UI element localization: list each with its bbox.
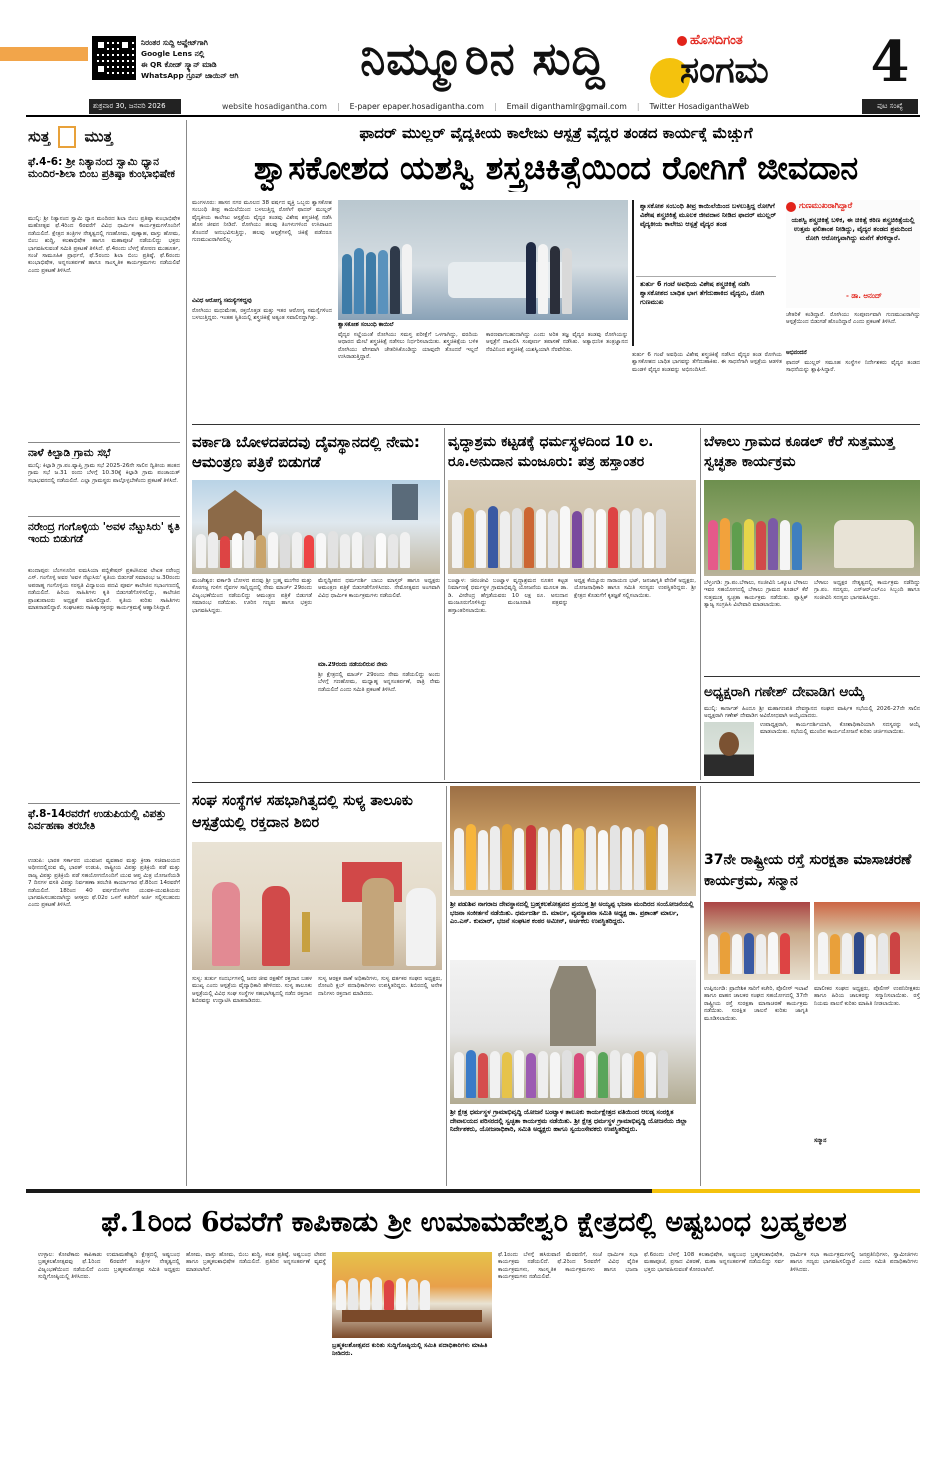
road-photo-1 bbox=[704, 902, 810, 980]
ganesh-body2: ಉಪಾಧ್ಯಕ್ಷರಾಗಿ, ಕಾರ್ಯದರ್ಶಿಯಾಗಿ, ಕೋಶಾಧಿಕಾರಿಯಾಗಿ ಸದಸ್ಯರನ್ನು ಆಯ್ಕೆ ಮಾಡಲಾಯಿತು. ಸಭೆಯಲ್ಲಿ ಮುಂದಿನ ಕಾರ್ಯಯೋಜನೆ ಕುರಿತು ಚರ್ಚಿಸಲಾಯಿತು. bbox=[760, 722, 920, 736]
s3-headline: ನರೇಂದ್ರ ಗಂಗೊಳ್ಳಿಯ 'ಅವಳ ನೆಟ್ಟುಸಿರು' ಕೃತಿ ಇಂದು ಬಿಡುಗಡೆ bbox=[28, 521, 180, 546]
ganesh-body1: ಮುಲ್ಕಿ: ಕಾರ್ನಾಡ್ ಹಿಂದೂ ಶ್ರೀ ಮಹಾಗಣಪತಿ ದೇವಸ್ಥಾನದ ಸಂಘದ ವಾರ್ಷಿಕ ಸಭೆಯಲ್ಲಿ 2026-27ನೇ ಸಾಲಿನ ಅಧ್ಯಕ್ಷರಾಗಿ ಗಣೇಶ್ ದೇವಾಡಿಗ ಅವಿರೋಧವಾಗಿ ಆಯ್ಕೆಯಾದರು. bbox=[704, 706, 920, 720]
twitter-link[interactable]: Twitter HosadiganthaWeb bbox=[649, 102, 750, 111]
lead-box-point: ತುರ್ತು 6 ಗಂಟೆ ಅವಧಿಯ ವಿಶೇಷ ಶಸ್ತ್ರಚಿಕಿತ್ಸೆ ನಡೆಸಿ ಶ್ವಾಸಕೋಶದ ಬಾಧಿತ ಭಾಗ ತೆಗೆದುಹಾಕಿದ ವೈದ್ಯರು, ರೋಗಿ ಗುಣಮುಖ bbox=[640, 280, 765, 306]
water-tank bbox=[392, 484, 418, 520]
face-icon bbox=[719, 732, 739, 756]
bottom-body1: ಉಳ್ಳಾಲ: ಕೋಟೆಕಾರು ಕಾಪಿಕಾಡು ಉಮಾಮಹೇಶ್ವರಿ ಕ್ಷೇತ್ರದಲ್ಲಿ ಅಷ್ಟಬಂಧ ಬ್ರಹ್ಮಕಲಶೋತ್ಸವವು ಫೆ.1ರಿಂದ 6ರವರೆಗೆ ತಂತ್ರಿಗಳ ನೇತೃತ್ವದಲ್ಲಿ ವಿಜೃಂಭಣೆಯಿಂದ ನಡೆಯಲಿದೆ ಎಂದು ಬ್ರಹ್ಮಕಲಶೋತ್ಸವ ಸಮಿತಿ ಅಧ್ಯಕ್ಷರು ಸುದ್ದಿಗೋಷ್ಠಿಯಲ್ಲಿ ತಿಳಿಸಿದರು. bbox=[38, 1252, 180, 1281]
varkadi-subhead: ಮಾ.29ರಂದು ನಡೆಯಲಿರುವ ನೇಮ bbox=[318, 662, 388, 668]
lead-headline: ಶ್ವಾಸಕೋಶದ ಯಶಸ್ವಿ ಶಸ್ತ್ರಚಿಕಿತ್ಸೆಯಿಂದ ರೋಗಿಗೆ ಜೀವದಾನ bbox=[253, 149, 859, 187]
belalu-headline: ಬೆಳಾಲು ಗ್ರಾಮದ ಕೂಡಲ್ ಕೆರೆ ಸುತ್ತಮುತ್ತ ಸ್ವಚ್ಛತಾ ಕಾರ್ಯಕ್ರಮ bbox=[704, 434, 895, 470]
road-headline: 37ನೇ ರಾಷ್ಟ್ರೀಯ ರಸ್ತೆ ಸುರಕ್ಷತಾ ಮಾಸಾಚರಣೆ ಕಾರ್ಯಕ್ರಮ, ಸನ್ಮಾನ bbox=[704, 852, 912, 889]
bottom-body5: ಧಾರ್ಮಿಕ ಸಭಾ ಕಾರ್ಯಕ್ರಮಗಳಲ್ಲಿ ಜನಪ್ರತಿನಿಧಿಗಳು, ಸ್ವಾಮೀಜಿಗಳು ಹಾಗೂ ಗಣ್ಯರು ಭಾಗವಹಿಸಲಿದ್ದಾರೆ ಎಂದು ಸಮಿತಿ ಪದಾಧಿಕಾರಿಗಳು ತಿಳಿಸಿದರು. bbox=[790, 1252, 918, 1273]
story-road-safety bbox=[704, 846, 920, 1186]
lead-photo-caption: ಶ್ವಾಸಕೋಶ ಸಂಬಂಧಿ ಕಾಯಿಲೆ bbox=[338, 322, 394, 328]
brand-logo-icon bbox=[677, 36, 687, 46]
s1-body: ಮುಲ್ಕಿ: ಶ್ರೀ ನಿತ್ಯಾನಂದ ಸ್ವಾಮಿ ಧ್ಯಾನ ಮಂದಿರದ ಶಿಲಾ ಬಿಂಬ ಪ್ರತಿಷ್ಠಾ ಕುಂಭಾಭಿಷೇಕ ಮಹೋತ್ಸವ ಫೆ.4ರಿಂದ 6ರವರೆಗೆ ವಿವಿಧ ಧಾರ್ಮಿಕ ಕಾರ್ಯಕ್ರಮಗಳೊಂದಿಗೆ ನಡೆಯಲಿದೆ. ಕ್ಷೇತ್ರದ ತಂತ್ರಿಗಳ ನೇತೃತ್ವದಲ್ಲಿ ಗಣಹೋಮ, ಪುಣ್ಯಾಹ, ವಾಸ್ತು ಹೋಮ, ಬಿಂಬ ಶುದ್ಧಿ, ಕಲಶಾಭಿಷೇಕ ಹಾಗೂ ಮಹಾಪೂಜೆ ನಡೆಯಲಿದ್ದು ಭಕ್ತರು ಭಾಗವಹಿಸುವಂತೆ ಸಮಿತಿ ಪ್ರಕಟಣೆ ತಿಳಿಸಿದೆ. ಫೆ.4ರಂದು ಬೆಳಗ್ಗೆ ತೋರಣ ಮುಹೂರ್ತ, ಸಂಜೆ ಸಾಮೂಹಿಕ ಪ್ರಾರ್ಥನೆ, ಫೆ.5ರಂದು ಶಿಲಾ ಬಿಂಬ ಪ್ರತಿಷ್ಠೆ, ಫೆ.6ರಂದು ಕುಂಭಾಭಿಷೇಕ, ಅನ್ನಸಂತರ್ಪಣೆ ಹಾಗೂ ಸಾಂಸ್ಕೃತಿಕ ಕಾರ್ಯಕ್ರಮಗಳು ನಡೆಯಲಿವೆ ಎಂದು ಪ್ರಕಟಣೆ ತಿಳಿಸಿದೆ. bbox=[28, 216, 180, 274]
lamp-icon bbox=[302, 912, 310, 952]
lead-kicker: ಫಾದರ್ ಮುಲ್ಲರ್ ವೈದ್ಯಕೀಯ ಕಾಲೇಜು ಆಸ್ಪತ್ರೆ ವೈದ್ಯರ ತಂಡದ ಕಾರ್ಯಕ್ಕೆ ಮೆಚ್ಚುಗೆ bbox=[359, 125, 753, 142]
bottom-caption: ಬ್ರಹ್ಮಕಲಶೋತ್ಸವದ ಕುರಿತು ಸುದ್ದಿಗೋಷ್ಠಿಯಲ್ಲಿ ಸಮಿತಿ ಪದಾಧಿಕಾರಿಗಳು ಮಾಹಿತಿ ನೀಡಿದರು. bbox=[332, 1342, 488, 1358]
vriddha-photo bbox=[448, 480, 696, 574]
temple-caption-2: ಶ್ರೀ ಕ್ಷೇತ್ರ ಧರ್ಮಸ್ಥಳ ಗ್ರಾಮಾಭಿವೃದ್ಧಿ ಯೋಜನೆ ಬಂಟ್ವಾಳ ತಾಲೂಕು ಕಾರ್ಯಕ್ಷೇತ್ರದ ವತಿಯಿಂದ ಆಲಡ್ಕ ಸಂರಕ್ಷಿತ ದೇವಾಲಯದ ಪರಿಸರದಲ್ಲಿ ಸ್ವಚ್ಛತಾ ಕಾರ್ಯಕ್ರಮ ನಡೆಯಿತು. ಶ್ರೀ ಕ್ಷೇತ್ರ ಧರ್ಮಸ್ಥಳ ಗ್ರಾಮಾಭಿವೃದ್ಧಿ ಯೋಜನೆಯ ಜಿಲ್ಲಾ ನಿರ್ದೇಶಕರು, ಯೋಜನಾಧಿಕಾರಿ, ಸಮಿತಿ ಅಧ್ಯಕ್ಷರು ಹಾಗೂ ಸ್ವಯಂಸೇವಕರು ಉಪಸ್ಥಿತರಿದ್ದರು. bbox=[450, 1108, 688, 1134]
lead-right-tail: ಚೇತರಿಕೆ ಕಂಡಿದ್ದಾರೆ. ರೋಗಿಯು ಸಂಪೂರ್ಣವಾಗಿ ಗುಣಮುಖರಾಗಿದ್ದು ಆಸ್ಪತ್ರೆಯಿಂದ ಬಿಡುಗಡೆ ಹೊಂದಿದ್ದಾರೆ ಎಂದು ಪ್ರಕಟಣೆ ತಿಳಿಸಿದೆ. bbox=[786, 312, 920, 326]
sullia-headline: ಸಂಘ ಸಂಸ್ಥೆಗಳ ಸಹಭಾಗಿತ್ವದಲ್ಲಿ ಸುಳ್ಯ ತಾಲೂಕು ಆಸ್ಪತ್ರೆಯಲ್ಲಿ ರಕ್ತದಾನ ಶಿಬಿರ bbox=[192, 793, 413, 831]
quote-tag: ಗುಣಮುಖರಾಗಿದ್ದಾರೆ bbox=[799, 201, 853, 210]
lead-box-point: ಶ್ವಾಸಕೋಶ ಸಂಬಂಧಿ ತೀವ್ರ ಕಾಯಿಲೆಯಿಂದ ಬಳಲುತ್ತಿದ್ದ ರೋಗಿಗೆ ವಿಶೇಷ ಶಸ್ತ್ರಚಿಕಿತ್ಸೆ ಮೂಲಕ ಜೀವದಾನ ನೀಡಿದ ಫಾದರ್ ಮುಲ್ಲರ್ ವೈದ್ಯಕೀಯ ಕಾಲೇಜು ಆಸ್ಪತ್ರೆ ವೈದ್ಯರ ತಂಡ bbox=[640, 202, 777, 228]
brand-small: ಹೊಸದಿಗಂತ bbox=[690, 33, 743, 48]
s2-body: ಮುಲ್ಕಿ: ಕಿಲ್ಪಾಡಿ ಗ್ರಾ.ಪಂ.ವ್ಯಾಪ್ತಿ ಗ್ರಾಮ ಸಭೆ 2025-26ನೇ ಸಾಲಿನ ದ್ವಿತೀಯ ಹಂತದ ಗ್ರಾಮ ಸಭೆ ಜ.31 ರಂದು ಬೆಳಗ್ಗೆ 10.30ಕ್ಕೆ ಕಿಲ್ಪಾಡಿ ಗ್ರಾಮ ಪಂಚಾಯತ್ ಸಭಾಭವನದಲ್ಲಿ ನಡೆಯಲಿದೆ. ಎಲ್ಲಾ ಗ್ರಾಮಸ್ಥರು ಪಾಲ್ಗೊಳ್ಳಬೇಕೆಂದು ಪ್ರಕಟಣೆ ತಿಳಿಸಿದೆ. bbox=[28, 463, 180, 484]
varkadi-headline: ವರ್ಕಾಡಿ ಬೋಳದಪದವು ದೈವಸ್ಥಾನದಲ್ಲಿ ನೇಮ: ಆಮಂತ್ರಣ ಪತ್ರಿಕೆ ಬಿಡುಗಡೆ bbox=[192, 433, 420, 471]
belalu-photo bbox=[704, 480, 920, 576]
lead-col4: ತುರ್ತು 6 ಗಂಟೆ ಅವಧಿಯ ವಿಶೇಷ ಶಸ್ತ್ರಚಿಕಿತ್ಸೆ ನಡೆಸಿದ ವೈದ್ಯರ ತಂಡ ರೋಗಿಯ ಶ್ವಾಸಕೋಶದ ಬಾಧಿತ ಭಾಗವನ್ನು ತೆಗೆದುಹಾಕಿತು. ಈ ಸಾಧನೆಗಾಗಿ ಆಸ್ಪತ್ರೆಯ ಆಡಳಿತ ಮಂಡಳಿ ವೈದ್ಯರ ತಂಡವನ್ನು ಅಭಿನಂದಿಸಿದೆ. bbox=[632, 352, 782, 373]
quote-author: - ಡಾ. ಆನಂದ್ bbox=[846, 292, 882, 300]
temple-caption-1: ಶ್ರೀ ಪಡುಶಿವ ನಾಗರಾಜ ದೇವಸ್ಥಾನದಲ್ಲಿ ಬ್ರಹ್ಮಕಲಶೋತ್ಸವದ ಪ್ರಯುಕ್ತ ಶ್ರೀ ಅಯ್ಯಪ್ಪ ಭಜನಾ ಮಂದಿರದ ಸಂಯೋಜನೆಯಲ್ಲಿ ಭಜನಾ ಸಂಕೀರ್ತನೆ ನಡೆಯಿತು. ಧರ್ಮದರ್ಶಿ ಬಿ. ಮಾರ್ಲ, ವ್ಯವಸ್ಥಾಪನಾ ಸಮಿತಿ ಅಧ್ಯಕ್ಷ ಡಾ. ಪ್ರಶಾಂತ್ ಮಾರ್ಲ, ಎಂ.ಎಸ್. ಕುಮಾರ್, ಭಜನೆ ಸಂಘಟಕ ಕಂಠರ ಅಮೀನ್, ಅರ್ಚಕರು ಉಪಸ್ಥಿತರಿದ್ದರು. bbox=[450, 900, 694, 926]
links-bar: website hosadigantha.com | E-paper epaper.hosadigantha.com | Email diganthamlr@gmail.com | Twitter HosadiganthaWeb bbox=[222, 99, 857, 114]
section-title: ನಿಮ್ಮೂರಿನ ಸುದ್ದಿ bbox=[360, 32, 606, 85]
road-body2: ಮಾಲೀಕರ ಸಂಘದ ಅಧ್ಯಕ್ಷರು, ಪೊಲೀಸ್ ಉಪನಿರೀಕ್ಷಕರು ಹಾಗೂ ಹಿರಿಯ ಚಾಲಕರನ್ನು ಸನ್ಮಾನಿಸಲಾಯಿತು. ರಸ್ತೆ ನಿಯಮ ಪಾಲನೆ ಕುರಿತು ಮಾಹಿತಿ ನೀಡಲಾಯಿತು. bbox=[814, 986, 920, 1007]
quote-icon bbox=[786, 202, 796, 212]
road-body1: ಉಪ್ಪಿನಂಗಡಿ: ಪ್ರಾದೇಶಿಕ ಸಾರಿಗೆ ಕಚೇರಿ, ಪೊಲೀಸ್ ಇಲಾಖೆ ಹಾಗೂ ವಾಹನ ಚಾಲಕರ ಸಂಘದ ಸಹಯೋಗದಲ್ಲಿ 37ನೇ ರಾಷ್ಟ್ರೀಯ ರಸ್ತೆ ಸುರಕ್ಷತಾ ಮಾಸಾಚರಣೆ ಕಾರ್ಯಕ್ರಮ ನಡೆಯಿತು. ಸುರಕ್ಷಿತ ಚಾಲನೆ ಕುರಿತು ಜಾಗೃತಿ ಮೂಡಿಸಲಾಯಿತು. bbox=[704, 986, 808, 1022]
belalu-body1: ಬೆಳ್ತಂಗಡಿ: ಗ್ರಾ.ಪಂ.ಬೆಳಾಲು, ಸಂಜೀವಿನಿ ಒಕ್ಕೂಟ ಬೆಳಾಲು ಇವರ ಸಹಯೋಗದಲ್ಲಿ ಬೆಳಾಲು ಗ್ರಾಮದ ಕೂಡಲ್ ಕೆರೆ ಸುತ್ತಮುತ್ತ ಸ್ವಚ್ಛತಾ ಕಾರ್ಯಕ್ರಮ ನಡೆಯಿತು. ಪ್ಲಾಸ್ಟಿಕ್ ತ್ಯಾಜ್ಯ ಸಂಗ್ರಹಿಸಿ ವಿಲೇವಾರಿ ಮಾಡಲಾಯಿತು. bbox=[704, 580, 808, 609]
brand-big: ಸಂಗಮ bbox=[680, 49, 769, 91]
varkadi-photo bbox=[192, 480, 440, 574]
page-number: 4 bbox=[870, 29, 910, 95]
pages-label: ಪುಟ ಸಂಖ್ಯೆ bbox=[862, 99, 918, 114]
stone-temple bbox=[550, 966, 596, 1046]
lead-info-box bbox=[632, 200, 782, 350]
story-belalu bbox=[704, 428, 920, 674]
ganesh-avatar bbox=[704, 722, 754, 776]
website-link[interactable]: website hosadigantha.com bbox=[222, 102, 327, 111]
masthead bbox=[0, 0, 945, 111]
qr-finder-icon bbox=[95, 39, 107, 51]
left-column bbox=[28, 120, 180, 1186]
quote-box bbox=[786, 200, 920, 308]
varkadi-body2: ಮೆನ್ನದ್ವೀಪದ ಧರ್ಮದರ್ಶಿ ಬಾಬು ಮಾಸ್ತರ್ ಹಾಗೂ ಅಧ್ಯಕ್ಷರು ಆಮಂತ್ರಣ ಪತ್ರಿಕೆ ಬಿಡುಗಡೆಗೊಳಿಸಿದರು. ನೇಮೋತ್ಸವದ ಅಂಗವಾಗಿ ವಿವಿಧ ಧಾರ್ಮಿಕ ಕಾರ್ಯಕ್ರಮಗಳು ನಡೆಯಲಿವೆ. bbox=[318, 578, 440, 599]
bottom-photo bbox=[332, 1252, 492, 1338]
qr-finder-icon bbox=[119, 39, 131, 51]
road-subhead: ಸನ್ಮಾನ bbox=[814, 1138, 827, 1144]
qr-caption: ನಿರಂತರ ಸುದ್ದಿ ಅಪ್ಡೇಟ್‌ಗಾಗಿ Google Lens ನಲ್ಲಿ ಈ QR ಕೋಡ್ ಸ್ಕ್ಯಾನ್ ಮಾಡಿ WhatsApp ಗ್ರೂಪ್ ಜಾಯಿನ್ ಆಗಿ bbox=[141, 38, 239, 80]
lead-story bbox=[192, 120, 920, 420]
story-temple bbox=[450, 786, 696, 1186]
qr-finder-icon bbox=[95, 63, 107, 75]
s3-body: ಕುಂದಾಪುರ: ಬೆಂಗಳೂರಿನ ಐಮಸಿಯಾ ಪಬ್ಲಿಕೇಷನ್ ಪ್ರಕಟಿಸಿರುವ ಲೇಖಕ ನರೇಂದ್ರ ಎಸ್. ಗಂಗೊಳ್ಳಿ ಅವರ 'ಅವಳ ನೆಟ್ಟುಸಿರು' ಕೃತಿಯ ಬಿಡುಗಡೆ ಸಮಾರಂಭ ಜ.30ರಂದು ಅಪರಾಹ್ನ ಗಂಗೊಳ್ಳಿಯ ಸರಸ್ವತಿ ವಿದ್ಯಾಲಯ ಪದವಿ ಪೂರ್ವ ಕಾಲೇಜಿನ ಸಭಾಂಗಣದಲ್ಲಿ ನಡೆಯಲಿದೆ. ಹಿರಿಯ ಸಾಹಿತಿಗಳು ಕೃತಿ ಬಿಡುಗಡೆಗೊಳಿಸಲಿದ್ದು, ಕಾಲೇಜಿನ ಪ್ರಾಂಶುಪಾಲರು ಅಧ್ಯಕ್ಷತೆ ವಹಿಸಲಿದ್ದಾರೆ. ಕೃತಿಯ ಕುರಿತು ಸಾಹಿತಿಗಳು ಮಾತನಾಡಲಿದ್ದಾರೆ. ಸಂಘಟಕರು ಸಾಹಿತ್ಯಾಸಕ್ತರನ್ನು ಕಾರ್ಯಕ್ರಮಕ್ಕೆ ಆಹ್ವಾನಿಸಿದ್ದಾರೆ. bbox=[28, 568, 180, 612]
bottom-body3: ಫೆ.1ರಂದು ಬೆಳಗ್ಗೆ ಹಸಿರುವಾಣಿ ಮೆರವಣಿಗೆ, ಸಂಜೆ ಧಾರ್ಮಿಕ ಸಭಾ ಕಾರ್ಯಕ್ರಮ ನಡೆಯಲಿದೆ. ಫೆ.2ರಿಂದ 5ರವರೆಗೆ ವಿವಿಧ ವೈದಿಕ ಕಾರ್ಯಕ್ರಮಗಳು, ಸಾಂಸ್ಕೃತಿಕ ಕಾರ್ಯಕ್ರಮಗಳು ಹಾಗೂ ಭಜನಾ ಕಾರ್ಯಕ್ರಮಗಳು ನಡೆಯಲಿವೆ. bbox=[498, 1252, 638, 1281]
road-photo-2 bbox=[814, 902, 920, 980]
story-bottom bbox=[28, 1196, 920, 1456]
quote-text: ಯಶಸ್ವಿ ಶಸ್ತ್ರಚಿಕಿತ್ಸೆ ಬಳಿಕ, ಈ ಚಿಕಿತ್ಸೆ ಕಠಿಣ ಶಸ್ತ್ರಚಿಕಿತ್ಸೆಯಲ್ಲಿ ಉತ್ತಮ ಫಲಿತಾಂಶ ನೀಡಿದ್ದು, ವೈದ್ಯರ ತಂಡದ ಶ್ರಮದಿಂದ ರೋಗಿ ಆರೋಗ್ಯವಾಗಿದ್ದು ಮನೆಗೆ ತೆರಳಿದ್ದಾರೆ. bbox=[791, 216, 915, 242]
lead-photo bbox=[338, 200, 628, 320]
s2-headline: ನಾಳೆ ಕಿಲ್ಪಾಡಿ ಗ್ರಾಮ ಸಭೆ bbox=[28, 447, 111, 459]
varkadi-body3: ಶ್ರೀ ಕ್ಷೇತ್ರದಲ್ಲಿ ಮಾರ್ಚ್ 29ರಂದು ನೇಮ ನಡೆಯಲಿದ್ದು ಅಂದು ಬೆಳಗ್ಗೆ ಗಣಹೋಮ, ಮಧ್ಯಾಹ್ನ ಅನ್ನಸಂತರ್ಪಣೆ, ರಾತ್ರಿ ನೇಮ ನಡೆಯಲಿದೆ ಎಂದು ಸಮಿತಿ ಪ್ರಕಟಣೆ ತಿಳಿಸಿದೆ. bbox=[318, 672, 440, 693]
s1-headline: ಫೆ.4-6: ಶ್ರೀ ನಿತ್ಯಾನಂದ ಸ್ವಾಮಿ ಧ್ಯಾನ ಮಂದಿರ-ಶಿಲಾ ಬಿಂಬ ಪ್ರತಿಷ್ಠಾ ಕುಂಭಾಭಿಷೇಕ bbox=[28, 156, 175, 181]
belalu-body2: ಬೆಳಾಲು ಅಧ್ಯಕ್ಷರ ನೇತೃತ್ವದಲ್ಲಿ ಕಾರ್ಯಕ್ರಮ ನಡೆದಿದ್ದು ಗ್ರಾ.ಪಂ. ಸದಸ್ಯರು, ಎನ್‌ಆರ್‌ಎಲ್‌ಎಂ ಸಿಬ್ಬಂದಿ ಹಾಗೂ ಸಂಜೀವಿನಿ ಸದಸ್ಯರು ಭಾಗವಹಿಸಿದ್ದರು. bbox=[814, 580, 920, 601]
story-varkadi bbox=[192, 428, 440, 780]
vriddha-headline: ವೃದ್ಧಾಶ್ರಮ ಕಟ್ಟಡಕ್ಕೆ ಧರ್ಮಸ್ಥಳದಿಂದ 10 ಲ. ರೂ.ಅನುದಾನ ಮಂಜೂರು: ಪತ್ರ ಹಸ್ತಾಂತರ bbox=[448, 434, 654, 470]
lead-col1: ಮಂಗಳೂರು: ಹಾಸನ ನಗರ ಮೂಲದ 38 ವರ್ಷದ ವ್ಯಕ್ತಿ ಒಬ್ಬರು ಶ್ವಾಸಕೋಶ ಸಂಬಂಧಿ ತೀವ್ರ ಕಾಯಿಲೆಯಿಂದ ಬಳಲುತ್ತಿದ್ದ ರೋಗಿಗೆ ಫಾದರ್ ಮುಲ್ಲರ್ ವೈದ್ಯಕೀಯ ಕಾಲೇಜು ಆಸ್ಪತ್ರೆಯ ವೈದ್ಯರ ತಂಡವು ವಿಶೇಷ ಶಸ್ತ್ರಚಿಕಿತ್ಸೆ ನಡೆಸಿ ಹೊಸ ಜೀವನ ನೀಡಿದೆ. ರೋಗಿಯು ಹಲವು ತಿಂಗಳುಗಳಿಂದ ಉಸಿರಾಟದ ತೊಂದರೆ ಅನುಭವಿಸುತ್ತಿದ್ದು, ಹಲವು ಆಸ್ಪತ್ರೆಗಳಲ್ಲಿ ಚಿಕಿತ್ಸೆ ಪಡೆದರೂ ಗುಣಮುಖರಾಗಿರಲಿಲ್ಲ. bbox=[192, 200, 332, 244]
date-bar: ಶುಕ್ರವಾರ 30, ಜನವರಿ 2026 bbox=[89, 99, 181, 114]
bottom-body4: ಫೆ.6ರಂದು ಬೆಳಗ್ಗೆ 108 ಕಲಶಾಭಿಷೇಕ, ಅಷ್ಟಬಂಧ ಬ್ರಹ್ಮಕಲಶಾಭಿಷೇಕ, ಮಹಾಪೂಜೆ, ಪ್ರಸಾದ ವಿತರಣೆ, ಮಹಾ ಅನ್ನಸಂತರ್ಪಣೆ ನಡೆಯಲಿದ್ದು ಸರ್ವ ಭಕ್ತರು ಭಾಗವಹಿಸುವಂತೆ ಕೋರಲಾಗಿದೆ. bbox=[644, 1252, 784, 1273]
lead-right-sub: ಅಭಿನಂದನೆ bbox=[786, 350, 807, 356]
s4-headline: ಫೆ.8-14ರವರೆಗೆ ಉಡುಪಿಯಲ್ಲಿ ವಿಪತ್ತು ನಿರ್ವಹಣಾ ತರಬೇತಿ bbox=[28, 808, 167, 833]
sullia-body1: ಸುಳ್ಯ: ತುರ್ತು ಸಂದರ್ಭಗಳಲ್ಲಿ ಜನರ ಜೀವ ರಕ್ಷಣೆಗೆ ರಕ್ತದಾನ ಬಹಳ ಮುಖ್ಯ ಎಂದು ಆಸ್ಪತ್ರೆಯ ವೈದ್ಯಾಧಿಕಾರಿ ಹೇಳಿದರು. ಸುಳ್ಯ ತಾಲೂಕು ಆಸ್ಪತ್ರೆಯಲ್ಲಿ ವಿವಿಧ ಸಂಘ ಸಂಸ್ಥೆಗಳ ಸಹಭಾಗಿತ್ವದಲ್ಲಿ ನಡೆದ ರಕ್ತದಾನ ಶಿಬಿರವನ್ನು ಉದ್ಘಾಟಿಸಿ ಮಾತನಾಡಿದರು. bbox=[192, 976, 312, 1005]
s4-body: ಉಡುಪಿ: ಭಾರತ ಸರ್ಕಾರದ ಯುವಜನ ವ್ಯವಹಾರ ಮತ್ತು ಕ್ರೀಡಾ ಸಚಿವಾಲಯದ ಅಧೀನದಲ್ಲಿರುವ ಮೈ ಭಾರತ್ ಉಡುಪಿ, ರಾಷ್ಟ್ರೀಯ ವಿಪತ್ತು ಪ್ರತಿಕ್ರಿಯೆ ಪಡೆ ಮತ್ತು ರಾಜ್ಯ ವಿಪತ್ತು ಪ್ರತಿಕ್ರಿಯೆ ಪಡೆ ಸಹಯೋಗದೊಂದಿಗೆ ಯುವ ಆಪ್ತ ಮಿತ್ರ ಯೋಜನೆಯಡಿ 7 ದಿನಗಳ ವಸತಿ ವಿಪತ್ತು ನಿರ್ವಹಣಾ ತರಬೇತಿ ಕಾರ್ಯಾಗಾರ ಫೆ.8ರಿಂದ 14ರವರೆಗೆ ನಡೆಯಲಿದೆ. 18ರಿಂದ 40 ವರ್ಷದೊಳಗಿನ ಯುವಕ-ಯುವತಿಯರು ಭಾಗವಹಿಸಬಹುದಾಗಿದ್ದು ಆಸಕ್ತರು ಫೆ.02ರ ಒಳಗೆ ಕಚೇರಿಗೆ ಅರ್ಜಿ ಸಲ್ಲಿಸಬಹುದು ಎಂದು ಪ್ರಕಟಣೆ ತಿಳಿಸಿದೆ. bbox=[28, 858, 180, 909]
lead-right-tail2: ಫಾದರ್ ಮುಲ್ಲರ್ ಸಮೂಹ ಸಂಸ್ಥೆಗಳ ನಿರ್ದೇಶಕರು ವೈದ್ಯರ ತಂಡದ ಸಾಧನೆಯನ್ನು ಶ್ಲಾಘಿಸಿದ್ದಾರೆ. bbox=[786, 360, 920, 374]
sullia-photo bbox=[192, 842, 442, 970]
ganesh-headline: ಅಧ್ಯಕ್ಷರಾಗಿ ಗಣೇಶ್ ದೇವಾಡಿಗ ಆಯ್ಕೆ bbox=[704, 684, 865, 700]
vriddha-body1: ಬಂಟ್ವಾಳ: ಚಿರಂಜೀವಿ ಬಂಟ್ವಾಳ ವೃದ್ಧಾಶ್ರಮದ ನೂತನ ಕಟ್ಟಡ ನಿರ್ಮಾಣಕ್ಕೆ ಧರ್ಮಸ್ಥಳ ಗ್ರಾಮಾಭಿವೃದ್ಧಿ ಯೋಜನೆಯ ಮೂಲಕ ಡಾ. ಡಿ. ವೀರೇಂದ್ರ ಹೆಗ್ಗಡೆಯವರು 10 ಲಕ್ಷ ರೂ. ಅನುದಾನ ಮಂಜೂರುಗೊಳಿಸಿದ್ದು ಮಂಜೂರಾತಿ ಪತ್ರವನ್ನು ಹಸ್ತಾಂತರಿಸಲಾಯಿತು. bbox=[448, 578, 568, 614]
decor-bar bbox=[0, 47, 88, 61]
lead-col3: ಕಾರಣವಾಗಬಹುದಾಗಿದ್ದು ಎಂದು ಅರಿತ ತಜ್ಞ ವೈದ್ಯರ ತಂಡವು ರೋಗಿಯನ್ನು ಆಸ್ಪತ್ರೆಗೆ ದಾಖಲಿಸಿ ಸಂಪೂರ್ಣ ತಪಾಸಣೆ ನಡೆಸಿತು. ಅತ್ಯಾಧುನಿಕ ತಂತ್ರಜ್ಞಾನದ ನೆರವಿನಿಂದ ಶಸ್ತ್ರಚಿಕಿತ್ಸೆ ಯಶಸ್ವಿಯಾಗಿ ನೆರವೇರಿತು. bbox=[486, 332, 628, 353]
story-ganesh bbox=[704, 678, 920, 778]
garbage-bags bbox=[834, 520, 914, 568]
lead-col1b: ರೋಗಿಯು ಮಧುಮೇಹ, ರಕ್ತದೊತ್ತಡ ಮತ್ತು ಇತರ ಆರೋಗ್ಯ ಸಮಸ್ಯೆಗಳಿಂದ ಬಳಲುತ್ತಿದ್ದರು. ಇಂತಹ ಸ್ಥಿತಿಯಲ್ಲಿ ಶಸ್ತ್ರಚಿಕಿತ್ಸೆ ಅತ್ಯಂತ ಸವಾಲಿನದ್ದಾಗಿತ್ತು. bbox=[192, 308, 332, 322]
bottom-body2: ಹೋಮ, ವಾಸ್ತು ಹೋಮ, ಬಿಂಬ ಶುದ್ಧಿ, ಕಲಶ ಪ್ರತಿಷ್ಠೆ, ಅಷ್ಟಬಂಧ ಲೇಪನ ಹಾಗೂ ಬ್ರಹ್ಮಕಲಶಾಭಿಷೇಕ ನಡೆಯಲಿದೆ. ಪ್ರತಿದಿನ ಅನ್ನಸಂತರ್ಪಣೆ ವ್ಯವಸ್ಥೆ ಮಾಡಲಾಗಿದೆ. bbox=[186, 1252, 326, 1273]
epaper-link[interactable]: E-paper epaper.hosadigantha.com bbox=[349, 102, 484, 111]
story-vriddha bbox=[448, 428, 696, 780]
bottom-headline: ಫೆ.1ರಿಂದ 6ರವರೆಗೆ ಕಾಪಿಕಾಡು ಶ್ರೀ ಉಮಾಮಹೇಶ್ವರಿ ಕ್ಷೇತ್ರದಲ್ಲಿ ಅಷ್ಟಬಂಧ ಬ್ರಹ್ಮಕಲಶ bbox=[101, 1207, 847, 1238]
varkadi-body1: ಮಂಜೇಶ್ವರ: ವರ್ಕಾಡಿ ಬೋಳದ ಪದವು ಶ್ರೀ ಬ್ರಹ್ಮ ಮುಗೇರ ಮತ್ತು ಕೊರಗಜ್ಜ ಗುಳಿಗ ದೈವಗಳ ಸಾನ್ನಿಧ್ಯದಲ್ಲಿ ನೇಮ ಮಾರ್ಚ್ 29ರಂದು ವಿಜೃಂಭಣೆಯಿಂದ ನಡೆಯಲಿದ್ದು ಆಮಂತ್ರಣ ಪತ್ರಿಕೆ ಬಿಡುಗಡೆ ಸಮಾರಂಭ ನಡೆಯಿತು. ಊರಿನ ಗಣ್ಯರು ಹಾಗೂ ಭಕ್ತರು ಭಾಗವಹಿಸಿದ್ದರು. bbox=[192, 578, 312, 614]
sullia-body2: ಸುಳ್ಯ ಆರಕ್ಷಕ ಠಾಣೆ ಅಧಿಕಾರಿಗಳು, ಸುಳ್ಯ ವರ್ತಕರ ಸಂಘದ ಅಧ್ಯಕ್ಷರು, ರೋಟರಿ ಕ್ಲಬ್ ಪದಾಧಿಕಾರಿಗಳು ಉಪಸ್ಥಿತರಿದ್ದರು. ಶಿಬಿರದಲ್ಲಿ ಅನೇಕ ದಾನಿಗಳು ರಕ್ತದಾನ ಮಾಡಿದರು. bbox=[318, 976, 442, 997]
lead-col2: ವೈದ್ಯರ ಸಲ್ಹೆಯಂತೆ ರೋಗಿಯು ಸಮಸ್ತ ಪರೀಕ್ಷೆಗೆ ಒಳಗಾಗಿದ್ದು, ವರದಿಯ ಆಧಾರದ ಮೇಲೆ ಶಸ್ತ್ರಚಿಕಿತ್ಸೆ ನಡೆಸಲು ನಿರ್ಧರಿಸಲಾಯಿತು. ಶಸ್ತ್ರಚಿಕಿತ್ಸೆಯ ಬಳಿಕ ರೋಗಿಯು ವೇಗವಾಗಿ ಚೇತರಿಸಿಕೊಂಡಿದ್ದು ಯಾವುದೇ ತೊಂದರೆ ಇಲ್ಲದೆ ಉಸಿರಾಡುತ್ತಿದ್ದಾರೆ. bbox=[338, 332, 478, 361]
press-table bbox=[342, 1310, 482, 1322]
email-link[interactable]: Email diganthamlr@gmail.com bbox=[506, 102, 627, 111]
temple-photo-2 bbox=[450, 960, 696, 1104]
sutta-mutta-label: ಸುತ್ತ ಮುತ್ತ bbox=[28, 126, 180, 152]
temple-photo-1 bbox=[450, 786, 696, 896]
lead-subhead: ವಿವಿಧ ಅರೋಗ್ಯ ಸಮಸ್ಯೆಗಳಿದ್ದವು bbox=[192, 298, 252, 304]
bottom-rule bbox=[26, 1189, 920, 1193]
vriddha-body2: ಅಧ್ಯಕ್ಷ ಕೆಯ್ಯೂರು ನಾರಾಯಣ ಭಟ್, ಜನಜಾಗೃತಿ ವೇದಿಕೆ ಅಧ್ಯಕ್ಷರು, ಯೋಜನಾಧಿಕಾರಿ ಹಾಗೂ ಸಮಿತಿ ಸದಸ್ಯರು ಉಪಸ್ಥಿತರಿದ್ದರು. ಶ್ರೀ ಕ್ಷೇತ್ರದ ಕೊಡುಗೆಗೆ ಕೃತಜ್ಞತೆ ಸಲ್ಲಿಸಲಾಯಿತು. bbox=[574, 578, 696, 599]
story-sullia bbox=[192, 786, 442, 1186]
